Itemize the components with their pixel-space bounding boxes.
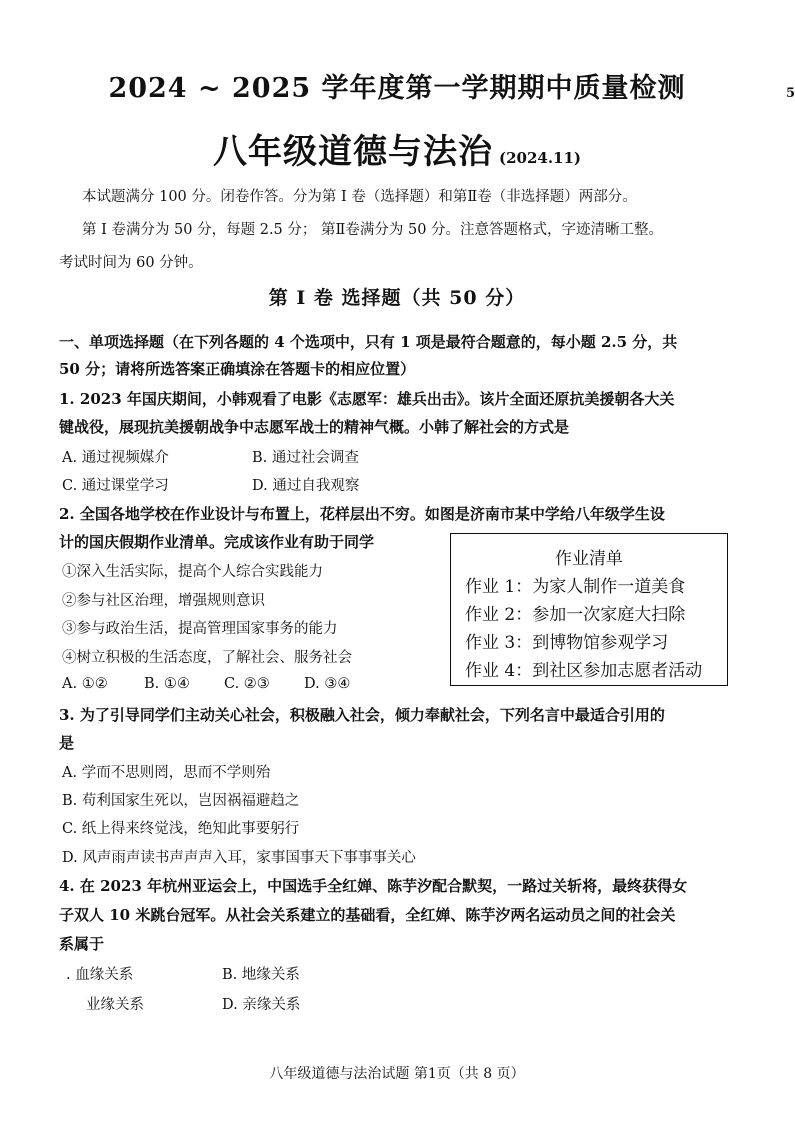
question-4-stem: 系属于 — [59, 935, 105, 953]
part-intro-line: 50 分；请将所选答案正确填涂在答题卡的相应位置） — [59, 360, 416, 378]
homework-item: 作业 1：为家人制作一道美食 — [465, 577, 686, 597]
part-intro-line: 一、单项选择题（在下列各题的 4 个选项中，只有 1 项是最符合题意的，每小题 2.5 分，共 — [59, 333, 678, 351]
question-3-stem: 3. 为了引导同学们主动关心社会，积极融入社会，倾力奉献社会，下列名言中最适合引用的 — [59, 706, 665, 724]
question-4-stem: 子双人 10 米跳台冠军。从社会关系建立的基础看，全红婵、陈芋汐两名运动员之间的社会关 — [59, 906, 676, 924]
question-3-option-d: D. 风声雨声读书声声声入耳，家事国事天下事事事关心 — [62, 850, 416, 866]
page-footer: 八年级道德与法治试题 第1页（共 8 页） — [269, 1066, 525, 1082]
question-2-item-4: ④树立积极的生活态度，了解社会、服务社会 — [62, 650, 352, 666]
exam-title: 2024 ~ 2025 学年度第一学期期中质量检测 — [108, 73, 686, 104]
question-1-option-c: C. 通过课堂学习 — [62, 478, 169, 494]
question-3-option-c: C. 纸上得来终觉浅，绝知此事要躬行 — [62, 821, 300, 837]
question-1-stem: 键战役，展现抗美援朝战争中志愿军战士的精神气概。小韩了解社会的方式是 — [59, 418, 570, 436]
homework-item: 作业 2：参加一次家庭大扫除 — [465, 605, 686, 625]
question-2-item-2: ②参与社区治理，增强规则意识 — [62, 593, 265, 609]
question-3-option-a: A. 学而不思则罔，思而不学则殆 — [62, 765, 271, 781]
question-1-option-d: D. 通过自我观察 — [252, 478, 360, 494]
question-3-stem: 是 — [59, 734, 75, 752]
homework-list-title: 作业清单 — [555, 549, 623, 569]
homework-item: 作业 3：到博物馆参观学习 — [465, 633, 669, 653]
question-4-option-b: B. 地缘关系 — [222, 967, 300, 983]
question-4-stem: 4. 在 2023 年杭州亚运会上，中国选手全红婵、陈芋汐配合默契，一路过关斩将，最终获得女 — [59, 877, 688, 895]
question-2-item-3: ③参与政治生活，提高管理国家事务的能力 — [62, 621, 338, 637]
subject-name: 八年级道德与法治 — [212, 132, 493, 172]
question-4-option-a: . 血缘关系 — [66, 967, 134, 983]
question-2-item-1: ①深入生活实际，提高个人综合实践能力 — [62, 564, 323, 580]
exam-date: (2024.11) — [498, 149, 582, 167]
instruction-line: 考试时间为 60 分钟。 — [59, 255, 203, 271]
section-title: 第 I 卷 选择题（共 50 分） — [268, 287, 526, 309]
question-3-option-b: B. 苟利国家生死以，岂因祸福避趋之 — [62, 793, 300, 809]
instruction-line: 本试题满分 100 分。闭卷作答。分为第 I 卷（选择题）和第Ⅱ卷（非选择题）两部分。 — [82, 189, 637, 205]
subject-title — [0, 124, 794, 173]
homework-item: 作业 4：到社区参加志愿者活动 — [465, 661, 703, 681]
question-2-option-b: B. ①④ — [144, 676, 190, 692]
question-2-option-c: C. ②③ — [224, 676, 270, 692]
question-2-stem: 计的国庆假期作业清单。完成该作业有助于同学 — [59, 533, 375, 551]
question-4-option-c: 业缘关系 — [86, 997, 144, 1013]
question-4-option-d: D. 亲缘关系 — [222, 997, 301, 1013]
question-1-option-a: A. 通过视频媒介 — [62, 450, 169, 466]
question-1-option-b: B. 通过社会调查 — [252, 450, 359, 466]
question-2-option-d: D. ③④ — [304, 676, 351, 692]
question-2-stem: 2. 全国各地学校在作业设计与布置上，花样层出不穷。如图是济南市某中学给八年级学生设 — [59, 505, 665, 523]
question-2-option-a: A. ①② — [62, 676, 108, 692]
homework-list-box — [450, 533, 728, 686]
instruction-line: 第 I 卷满分为 50 分，每题 2.5 分； 第Ⅱ卷满分为 50 分。注意答题格式，字迹清晰工整。 — [82, 222, 664, 238]
question-1-stem: 1. 2023 年国庆期间，小韩观看了电影《志愿军：雄兵出击》。该片全面还原抗美援朝各大关 — [59, 390, 675, 408]
edge-page-mark: 5 — [786, 86, 795, 101]
